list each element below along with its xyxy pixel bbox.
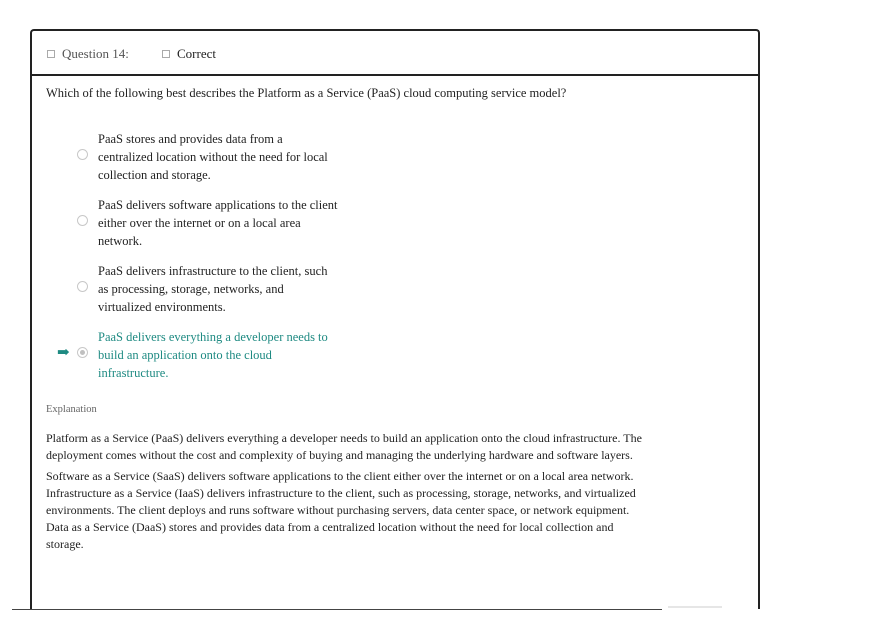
option-1-radio[interactable] — [77, 149, 88, 160]
footer-faint-mark — [668, 606, 722, 608]
question-card — [30, 29, 760, 609]
option-4-label[interactable]: PaaS delivers everything a developer needs to build an application onto the cloud infrastructure. — [98, 330, 328, 380]
question-number — [47, 46, 129, 62]
question-marker-icon — [47, 50, 55, 58]
option-4-radio[interactable] — [77, 347, 88, 358]
result-status — [162, 46, 216, 62]
explanation-paragraph-1: Platform as a Service (PaaS) delivers everything a developer needs to build an application onto the cloud infrastructure. The deployment comes without the cost and complexity of buying and managing the underlying hardware and software layers. — [46, 431, 642, 462]
option-3-radio[interactable] — [77, 281, 88, 292]
explanation-label: Explanation — [46, 404, 97, 415]
option-2-label[interactable]: PaaS delivers software applications to the client either over the internet or on a local area network. — [98, 198, 338, 248]
explanation-paragraph-2: Software as a Service (SaaS) delivers software applications to the client either over the internet or on a local area network. Infrastructure as a Service (IaaS) delivers infrastructure to the client, such as processing, storage, networks, and virtualized environments. The client deploys and runs software without purchasing servers, data center space, or network equipment. Data as a Service (DaaS) stores and provides data from a centralized location without the need for local collection and storage. — [46, 469, 636, 551]
result-status-label: Correct — [177, 46, 216, 61]
option-3-label[interactable]: PaaS delivers infrastructure to the client, such as processing, storage, networks, and virtualized environments. — [98, 264, 328, 314]
arrow-right-icon: ➡ — [57, 345, 70, 361]
option-1-label[interactable]: PaaS stores and provides data from a centralized location without the need for local collection and storage. — [98, 132, 328, 182]
status-marker-icon — [162, 50, 170, 58]
page-divider — [12, 609, 662, 610]
question-header — [32, 31, 758, 76]
question-text: Which of the following best describes the Platform as a Service (PaaS) cloud computing service model? — [46, 86, 567, 100]
option-2-radio[interactable] — [77, 215, 88, 226]
question-number-label: Question 14: — [62, 46, 129, 61]
